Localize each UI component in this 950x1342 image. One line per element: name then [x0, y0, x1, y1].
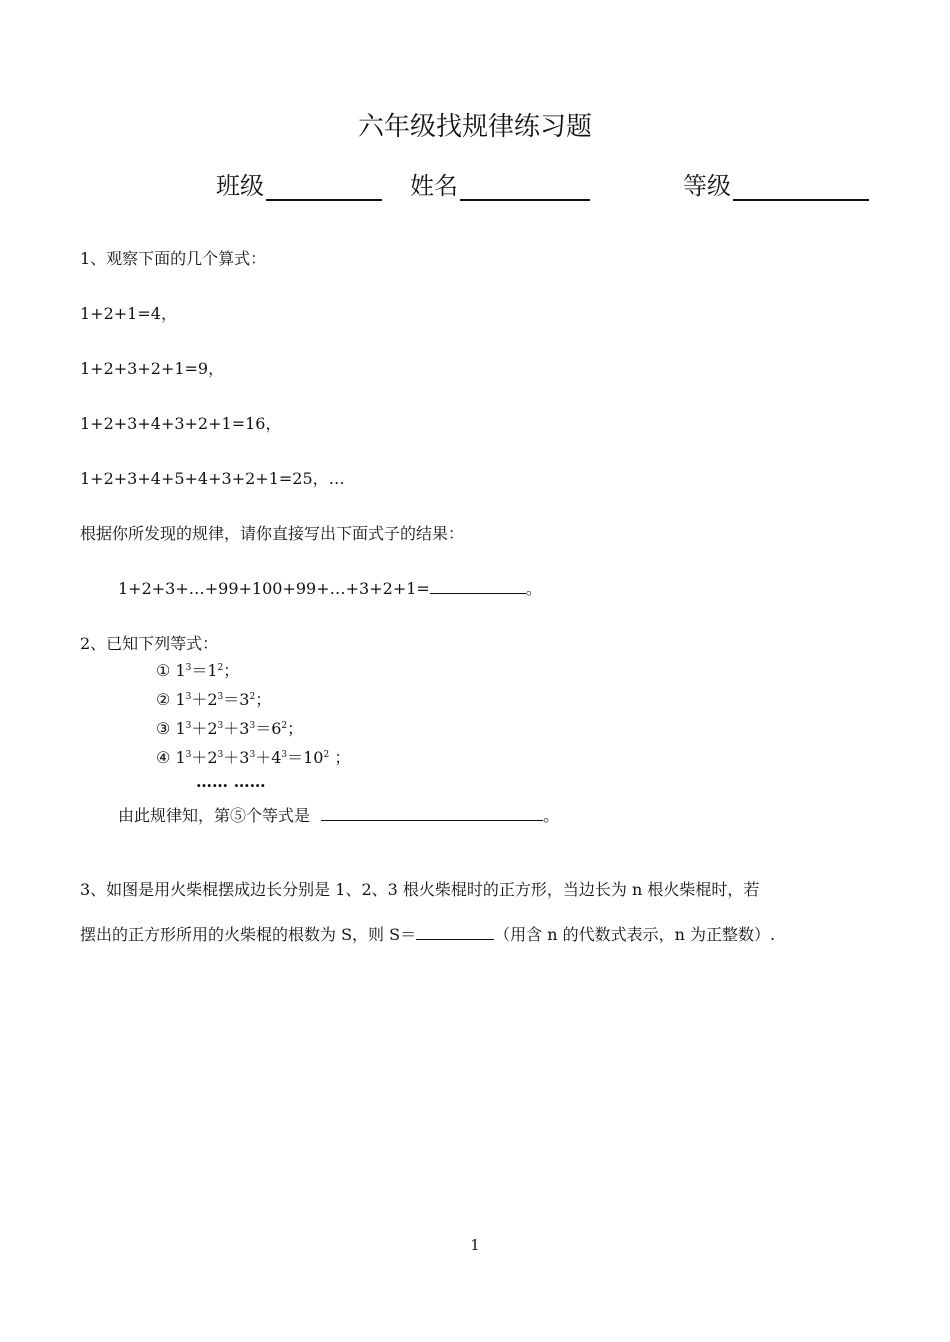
exponent: 3: [217, 750, 224, 760]
punct: ；: [255, 690, 272, 709]
q2-intro: 2、已知下列等式：: [80, 634, 219, 653]
term: ＋4: [255, 748, 282, 767]
name-blank[interactable]: [460, 173, 590, 201]
q1-intro: 1、观察下面的几个算式：: [80, 249, 267, 268]
exponent: 3: [185, 663, 192, 673]
q1-answer-blank[interactable]: [430, 577, 508, 594]
page-title: 六年级找规律练习题: [357, 112, 592, 142]
q3-text-a: 摆出的正方形所用的火柴棍的根数为 S，则 S＝: [80, 925, 417, 944]
exponent: 3: [249, 750, 256, 760]
q2-item-2: [156, 687, 271, 710]
class-label: 班级: [216, 172, 264, 200]
term: ＋2: [191, 748, 218, 767]
term: 1: [175, 661, 186, 680]
q2-item-3: [156, 716, 303, 739]
q2-item-4: [156, 745, 350, 768]
name-label: 姓名: [410, 172, 458, 200]
term: ＝10: [287, 748, 324, 767]
q1-line-3: 1+2+3+4+3+2+1=16，: [80, 414, 282, 433]
term: ＋2: [191, 690, 218, 709]
exponent: 3: [217, 721, 224, 731]
exponent: 3: [249, 721, 256, 731]
page-number: 1: [470, 1236, 480, 1254]
q1-line-4: 1+2+3+4+5+4+3+2+1=25，…: [80, 469, 345, 488]
q1-line-1: 1+2+1=4，: [80, 304, 177, 323]
punct: ；: [287, 719, 304, 738]
q3-line-1: 3、如图是用火柴棍摆成边长分别是 1、2、3 根火柴棍时的正方形，当边长为 n 根火柴棍时，若: [80, 880, 760, 899]
grade-label: 等级: [683, 172, 731, 200]
term: ＋3: [223, 748, 250, 767]
term: 1: [175, 748, 186, 767]
exponent: 2: [217, 663, 224, 673]
class-blank[interactable]: [266, 173, 382, 201]
q3-answer-blank[interactable]: [416, 923, 494, 940]
term: ＝1: [191, 661, 218, 680]
class-field: [216, 166, 382, 201]
q3-line-2: [80, 922, 775, 945]
q1-answer-blank-tail: [508, 577, 526, 594]
exponent: 3: [217, 692, 224, 702]
term: ＋3: [223, 719, 250, 738]
exponent: 2: [281, 721, 288, 731]
q2-conclusion: 由此规律知，第⑤个等式是: [118, 806, 311, 825]
term: ＝3: [223, 690, 250, 709]
term: 1: [175, 719, 186, 738]
q2-ellipsis: …… ……: [196, 772, 266, 791]
term: 1: [175, 690, 186, 709]
q2-item-1: [156, 658, 239, 681]
q2-tail: 。: [543, 806, 560, 825]
punct: ；: [329, 748, 351, 767]
term: ＋2: [191, 719, 218, 738]
grade-blank[interactable]: [733, 173, 869, 201]
q1-expression: 1+2+3+…+99+100+99+…+3+2+1=: [118, 579, 430, 598]
q2-item-number: ②: [156, 690, 171, 709]
q2-answer-blank[interactable]: [321, 804, 543, 821]
q2-item-number: ③: [156, 719, 171, 738]
q1-expression-row: [118, 576, 542, 599]
exponent: 3: [185, 750, 192, 760]
grade-field: [683, 166, 869, 201]
name-field: [410, 166, 590, 201]
punct: ；: [223, 661, 240, 680]
q2-conclusion-row: [118, 803, 559, 826]
q1-instruction: 根据你所发现的规律，请你直接写出下面式子的结果：: [80, 524, 465, 543]
term: ＝6: [255, 719, 282, 738]
exponent: 3: [185, 721, 192, 731]
q1-line-2: 1+2+3+2+1=9，: [80, 359, 225, 378]
exponent: 2: [249, 692, 256, 702]
exponent: 3: [185, 692, 192, 702]
q2-item-number: ①: [156, 661, 171, 680]
exponent: 3: [281, 750, 288, 760]
exponent: 2: [323, 750, 330, 760]
q3-text-b: （用含 n 的代数式表示，n 为正整数）.: [494, 925, 776, 944]
q1-tail: 。: [525, 579, 542, 598]
q2-item-number: ④: [156, 748, 171, 767]
